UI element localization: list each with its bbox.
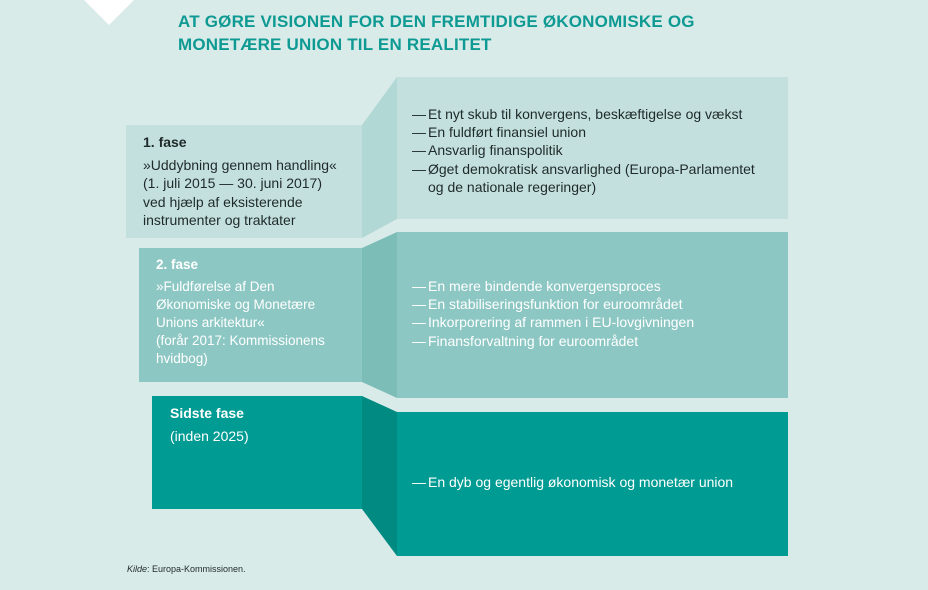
list-item: — En fuldført finansiel union (412, 123, 755, 141)
list-item: — Finansforvaltning for euroområdet (412, 332, 694, 350)
phase-1-line: »Uddybning gennem handling« (143, 156, 337, 173)
phase-1-heading: 1. fase (143, 134, 187, 150)
phase-2-heading: 2. fase (156, 257, 199, 272)
phase-3-connector (362, 396, 397, 556)
list-item: — En dyb og egentlig økonomisk og monetær union (412, 473, 733, 491)
phase-2-line: Økonomiske og Monetære (156, 297, 316, 312)
list-item: — Inkorporering af rammen i EU-lovgivningen (412, 313, 694, 331)
phase-2-line: (forår 2017: Kommissionens (156, 333, 325, 348)
phase-1-bullets (412, 105, 755, 196)
phase-1-line: instrumenter og traktater (143, 212, 296, 228)
phase-1-line: ved hjælp af eksisterende (143, 193, 303, 210)
corner-triangle-decoration (84, 0, 134, 25)
phase-3-description (170, 404, 249, 445)
source-label: Kilde (127, 564, 148, 574)
phase-3-heading: Sidste fase (170, 405, 244, 421)
source-text: : Europa-Kommissionen. (147, 564, 246, 574)
phase-3-line: (inden 2025) (170, 427, 249, 444)
phase-1-line: (1. juli 2015 — 30. juni 2017) (143, 175, 322, 191)
phase-1-connector (362, 77, 397, 238)
list-item: — En mere bindende konvergensproces (412, 277, 694, 295)
phase-2-bullets (412, 277, 694, 350)
list-item: — Øget demokratisk ansvarlighed (Europa-Parlamentet og de nationale regeringer) (412, 160, 755, 196)
title-line-1: AT GØRE VISIONEN FOR DEN FREMTIDIGE ØKONOMISKE OG (178, 12, 695, 31)
list-item: — Ansvarlig finanspolitik (412, 141, 755, 159)
phase-3-bullets (412, 473, 733, 491)
list-item: — Et nyt skub til konvergens, beskæftigelse og vækst (412, 105, 755, 123)
phase-2-description (156, 256, 325, 368)
title-line-2: MONETÆRE UNION TIL EN REALITET (178, 35, 492, 54)
phase-2-connector (362, 232, 397, 398)
list-item: — En stabiliseringsfunktion for euroområdet (412, 295, 694, 313)
page-title (178, 10, 798, 56)
phase-2-line: Unions arkitektur« (156, 315, 265, 330)
phase-1-description (143, 133, 337, 230)
source-note (127, 564, 246, 574)
phase-2-line: »Fuldførelse af Den (156, 279, 275, 294)
phase-2-line: hvidbog) (156, 351, 208, 366)
